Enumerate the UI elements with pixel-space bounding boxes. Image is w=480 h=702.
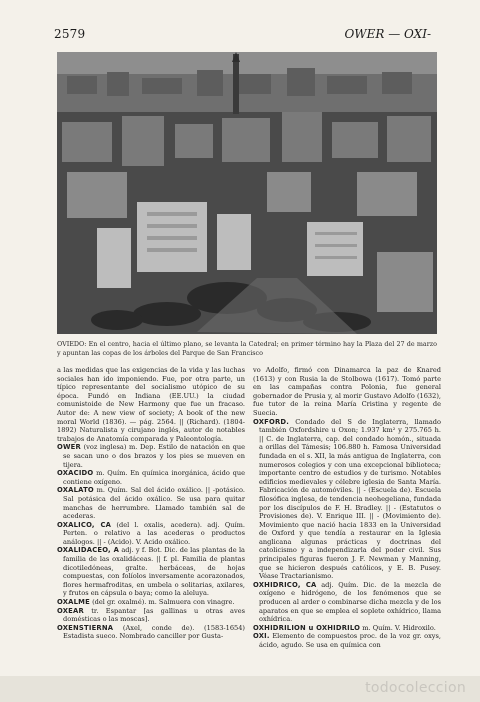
photo-illustration [57,52,437,334]
entry-text: Elemento de compuestos proc. de la voz gr. oxys, ácido, agudo. Se usa en química con [259,632,441,649]
entry [253,418,441,581]
entry-text: adj. y f. Bot. Dic. de las plantas de la familia de las oxalidáceas. || f. pl. Familia de plantas dicotiledóneas, gralte. herbáceas, de hojas compuestas, con folíolos inversamente acorazonados, flores hermafroditas, en umbela o solitarias, axilares, y frutos en cápsula o baya; como la aleluya. [63,546,245,598]
entry-headword: OXALIDACEO, A [57,546,120,555]
entry-headword: OXFORD. [253,417,290,426]
entry-text: Condado del S de Inglaterra, llamado también Oxfordshire u Oxon; 1.937 km² y 275.765 h. || C. de Inglaterra, cap. del condado homón., situada a orillas del Támesis; 106.880 h. Famosa Universidad fundada en el s. XII, la más antigua de Inglaterra, con numerosos colegios y con una excepcional biblioteca; importante centro de estudios y de turismo. Notables edificios medievales y célebre iglesia de Santa María. Fabricación de automóviles. || - (Escuela de). Escuela filosófica inglesa, de tendencia neohegeliana, fundada por los discípulos de F. H. Bradley. || - (Estatutos o Provisiones de). V. Enrique III. || - (Movimiento de). Movimiento que nació hacia 1833 en la Universidad de Oxford y que tendía a restaurar en la Iglesia anglicana algunas prácticas y doctrinas del catolicismo y a independizarla del poder civil. Sus principales figuras fueron J. F. Newman y Manning, que se hicieron después católicos, y E. B. Pusey. Véase Tractarianismo. [259,417,441,581]
entry-headword: OXHIDRICO, CA [253,580,317,589]
entry-headword: OXALME [57,598,90,607]
entry-headword: OXI. [253,632,270,641]
entry-text: (voz inglesa) m. Dep. Estilo de natación en que se sacan uno o dos brazos y los pies se mueven en tijera. [63,443,245,469]
entry [57,624,245,641]
left-column [57,366,245,641]
entry [57,443,245,469]
entry-text: m. Quím. V. Hidroxilo. [362,623,436,632]
entry-text: m. Quím. Sal del ácido oxálico. || -potásico. Sal potásica del ácido oxálico. Se usa para quitar manchas de herrumbre. Llamado también sal de acederas. [63,486,245,521]
entry-headword: OXEAR [57,606,84,615]
entry [57,469,245,486]
running-title: OWER — OXI- [344,27,431,41]
entry-text: (del l. oxalis, acedera). adj. Quím. Perten. o relativo a las acederas o productos análogos. || - (Acido). V. Acido oxálico. [63,520,245,546]
watermark-logo: todocoleccion [365,680,466,696]
entry [253,581,441,624]
entry-text: tr. Espantar [as gallinas u otras aves domésticas o las moscas]. [63,606,245,624]
entry-text: adj. Quím. Dic. de la mezcla de oxígeno e hidrógeno, de los fenómenos que se producen al arder o combinarse dicha mezcla y de los aparatos en que se emplea el soplete oxhídrico, llama oxhídrica. [259,580,442,624]
entry [57,521,245,547]
entry-headword: OWER [57,443,81,452]
entry-text: (Axel, conde de). (1583-1654) Estadista sueco. Nombrado canciller por Gusta- [63,623,245,641]
entry-headword: OXHIDRILION u OXHIDRILO [253,623,361,632]
right-column [253,366,441,650]
entry [253,632,441,649]
entry [253,624,441,633]
entry-text: (del gr. oxalmé). m. Salmuera con vinagre. [92,598,235,607]
entry-headword: OXENSTIERNA [57,623,114,632]
entry-text: vo Adolfo, firmó con Dinamarca la paz de Knared (1613) y con Rusia la de Stolbowa (1617). Tomó parte en las campañas contra Polonia, fue general gobernador de Prusia y, al morir Gustavo Adolfo (1632), fue tutor de la reina María Cristina y regente de Suecia. [253,366,441,417]
entry-headword: OXALATO [57,486,94,495]
entry-text: m. Quím. En química inorgánica, ácido que contiene oxígeno. [63,469,245,486]
city-aerial-photo [57,52,437,334]
entry [253,366,441,418]
entry [57,486,245,520]
photo-caption: OVIEDO: En el centro, hacia el último plano, se levanta la Catedral; en primer término hay la Plaza del 27 de marzo y apuntan las copas de los árboles del Parque de San Francisco [57,340,437,357]
entry-text: a las medidas que las exigencias de la vida y las luchas sociales han ido imponiendo. Fue, por otra parte, un típico representante del socialismo utópico de su época. Fundó en Indiana (EE.UU.) la ciudad comunistoide de New Harmony que fue un fracaso. Autor de: A new view of society; A book of the new moral World (1836). — pág. 2564. || (Richard). (1804-1892) Naturalista y cirujano inglés, autor de notables trabajos de Anatomía comparada y Paleontología. [57,366,245,443]
entry [57,607,245,624]
page-number: 2579 [54,27,86,41]
entry-headword: OXALICO, CA [57,520,112,529]
entry [57,366,245,443]
entry [57,546,245,598]
entry [57,598,245,607]
entry-headword: OXACIDO [57,469,94,478]
